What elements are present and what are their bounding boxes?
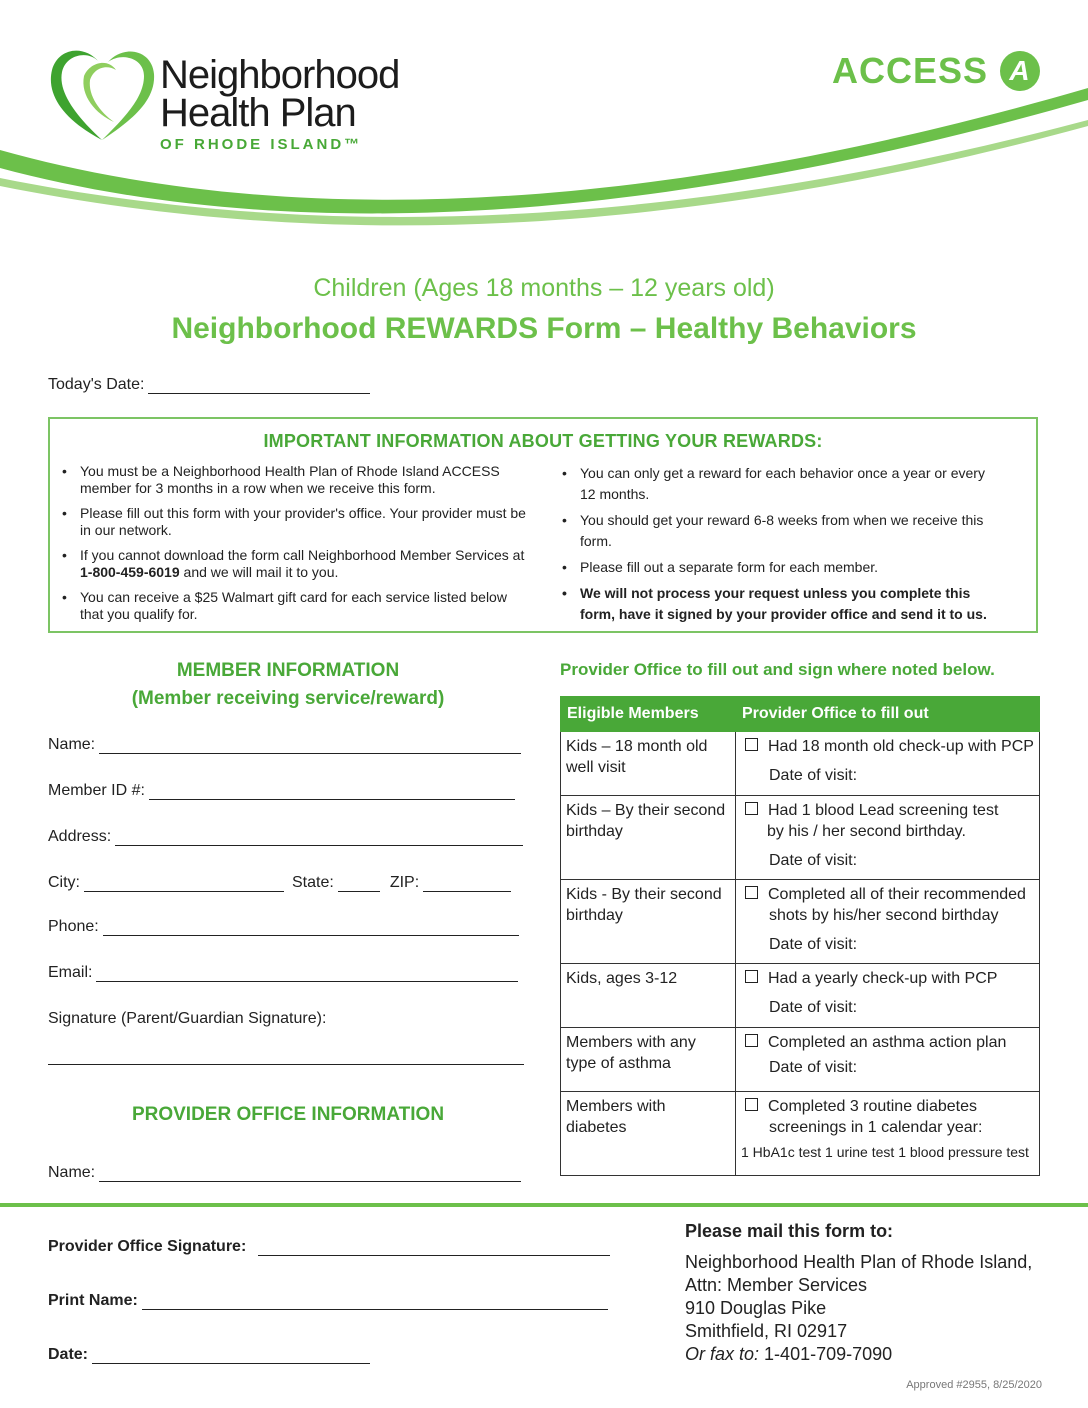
eligible-member-cell: Kids - By their second birthday <box>561 880 736 964</box>
checkbox[interactable] <box>745 1034 758 1047</box>
table-row <box>561 964 1040 1028</box>
form-title: Neighborhood REWARDS Form – Healthy Behaviors <box>171 312 917 345</box>
checkbox[interactable] <box>745 802 758 815</box>
member-city-line[interactable] <box>84 877 284 892</box>
date-of-visit-label[interactable]: Date of visit: <box>769 852 858 869</box>
provider-cell <box>736 796 1040 880</box>
checkbox[interactable] <box>745 886 758 899</box>
access-label: ACCESS <box>831 50 988 91</box>
info-item: • You must be a Neighborhood Health Plan of Rhode Island ACCESS member for 3 months in a row when we receive this form. <box>50 463 530 497</box>
eligible-member-cell: Kids – By their second birthday <box>561 796 736 880</box>
provider-cell <box>736 964 1040 1028</box>
item-text: screenings in 1 calendar year: <box>769 1119 983 1136</box>
member-signature-line[interactable] <box>48 1050 524 1065</box>
member-info-heading: MEMBER INFORMATION <box>176 660 400 681</box>
member-services-phone: 1-800-459-6019 <box>80 564 180 580</box>
provider-cell <box>736 880 1040 964</box>
checkbox[interactable] <box>745 970 758 983</box>
provider-cell <box>736 1028 1040 1092</box>
member-name-field[interactable] <box>48 736 521 754</box>
fax-number: 1-401-709-7090 <box>764 1344 893 1364</box>
footer-divider <box>0 1203 1088 1207</box>
date-field[interactable] <box>48 1346 370 1364</box>
logo-line-2: Health Plan <box>160 91 356 135</box>
member-address-field[interactable] <box>48 828 523 846</box>
eligible-member-cell: Kids, ages 3-12 <box>561 964 736 1028</box>
provider-name-field[interactable] <box>48 1164 521 1182</box>
date-line[interactable] <box>92 1349 370 1364</box>
fax-line <box>685 1343 1032 1366</box>
item-text: shots by his/her second birthday <box>769 907 999 924</box>
info-item: • Please fill out this form with your provider's office. Your provider must be in our network. <box>50 505 530 539</box>
table-header-row <box>561 697 1040 732</box>
rewards-table <box>560 696 1040 1176</box>
eligible-member-cell: Kids – 18 month old well visit <box>561 732 736 796</box>
info-text: If you cannot download the form call Neighborhood Member Services at <box>80 547 525 563</box>
field-label: Date: <box>48 1346 89 1363</box>
info-left-list <box>50 463 530 631</box>
info-item <box>50 547 530 581</box>
table-row <box>561 1028 1040 1092</box>
logo-heart-icon <box>44 40 164 150</box>
item-text: Completed all of their recommended <box>768 886 1026 903</box>
mail-line: Neighborhood Health Plan of Rhode Island, <box>685 1252 1033 1272</box>
member-address-line[interactable] <box>115 831 523 846</box>
info-item: • We will not process your request unless you complete this form, have it signed by your provider office and send it to us. <box>550 583 1000 625</box>
field-label: Phone: <box>48 918 99 935</box>
member-email-field[interactable] <box>48 964 518 982</box>
item-text: Had 1 blood Lead screening test <box>768 802 999 819</box>
info-item: • You can receive a $25 Walmart gift card for each service listed below that you qualify for. <box>50 589 530 623</box>
diabetes-tests: 1 HbA1c test 1 urine test 1 blood pressure test <box>741 1144 1029 1160</box>
field-label: Provider Office Signature: <box>48 1238 247 1255</box>
table-row <box>561 732 1040 796</box>
mail-line: 910 Douglas Pike <box>685 1298 827 1318</box>
member-signature-label: Signature (Parent/Guardian Signature): <box>48 1010 327 1027</box>
provider-info-heading: PROVIDER OFFICE INFORMATION <box>131 1104 445 1125</box>
mail-line: Attn: Member Services <box>685 1275 868 1295</box>
info-item: • Please fill out a separate form for each member. <box>550 557 1000 578</box>
important-info-box <box>48 417 1038 633</box>
important-info-heading: IMPORTANT INFORMATION ABOUT GETTING YOUR REWARDS: <box>263 431 823 451</box>
mail-address-block <box>685 1220 1032 1366</box>
access-badge-icon: A <box>1000 51 1040 91</box>
table-intro: Provider Office to fill out and sign where noted below. <box>560 660 995 679</box>
info-text: and we will mail it to you. <box>183 564 339 580</box>
mail-line: Smithfield, RI 02917 <box>685 1321 848 1341</box>
member-email-line[interactable] <box>96 967 518 982</box>
provider-cell <box>736 732 1040 796</box>
eligible-member-cell: Members with any type of asthma <box>561 1028 736 1092</box>
checkbox[interactable] <box>745 1098 758 1111</box>
logo-line-3: OF RHODE ISLAND™ <box>160 136 363 153</box>
item-text: Had 18 month old check-up with PCP <box>768 738 1034 755</box>
info-item: • You should get your reward 6-8 weeks from when we receive this form. <box>550 510 1000 552</box>
checkbox[interactable] <box>745 738 758 751</box>
date-of-visit-label[interactable]: Date of visit: <box>769 1059 858 1076</box>
item-text: by his / her second birthday. <box>767 823 966 840</box>
approval-note: Approved #2955, 8/25/2020 <box>906 1379 1042 1391</box>
todays-date-label: Today's Date: <box>48 376 145 393</box>
field-label: Name: <box>48 736 96 753</box>
member-id-field[interactable] <box>48 782 515 800</box>
item-text: Completed an asthma action plan <box>768 1034 1007 1051</box>
print-name-line[interactable] <box>142 1295 608 1310</box>
member-state-line[interactable] <box>338 877 380 892</box>
field-label: Member ID #: <box>48 782 145 799</box>
field-label: Name: <box>48 1164 96 1181</box>
field-label: State: <box>292 874 334 891</box>
mail-heading: Please mail this form to: <box>685 1221 894 1241</box>
member-zip-line[interactable] <box>423 877 511 892</box>
member-name-line[interactable] <box>99 739 521 754</box>
date-of-visit-label[interactable]: Date of visit: <box>769 936 858 953</box>
print-name-field[interactable] <box>48 1292 608 1310</box>
member-info-subheading: (Member receiving service/reward) <box>131 688 445 709</box>
info-right-list <box>550 463 1000 633</box>
field-label: ZIP: <box>389 874 420 891</box>
field-label: Print Name: <box>48 1292 138 1309</box>
logo-line-1: Neighborhood <box>160 53 400 97</box>
provider-cell <box>736 1092 1040 1176</box>
field-label: City: <box>48 874 80 891</box>
table-row <box>561 796 1040 880</box>
access-logo <box>832 50 1040 92</box>
table-row <box>561 1092 1040 1176</box>
provider-name-line[interactable] <box>99 1167 521 1182</box>
date-of-visit-label[interactable]: Date of visit: <box>769 999 858 1016</box>
provider-signature-line[interactable] <box>258 1241 610 1256</box>
todays-date-field[interactable] <box>48 376 370 394</box>
todays-date-line[interactable] <box>148 379 370 394</box>
field-label: Address: <box>48 828 112 845</box>
date-of-visit-label[interactable]: Date of visit: <box>769 767 858 784</box>
member-phone-field[interactable] <box>48 918 519 936</box>
table-row <box>561 880 1040 964</box>
col-provider-office: Provider Office to fill out <box>736 697 1040 732</box>
logo-text <box>160 53 400 153</box>
item-text: Had a yearly check-up with PCP <box>768 970 998 987</box>
eligible-member-cell: Members with diabetes <box>561 1092 736 1176</box>
fax-label: Or fax to: <box>685 1344 760 1364</box>
provider-signature-field[interactable] <box>48 1238 610 1256</box>
info-item: • You can only get a reward for each behavior once a year or every 12 months. <box>550 463 1000 505</box>
member-id-line[interactable] <box>149 785 515 800</box>
member-phone-line[interactable] <box>103 921 519 936</box>
col-eligible-members: Eligible Members <box>561 697 736 732</box>
item-text: Completed 3 routine diabetes <box>768 1098 978 1115</box>
field-label: Email: <box>48 964 93 981</box>
member-city-state-zip-field[interactable] <box>48 874 511 892</box>
form-subtitle: Children (Ages 18 months – 12 years old) <box>313 274 775 302</box>
